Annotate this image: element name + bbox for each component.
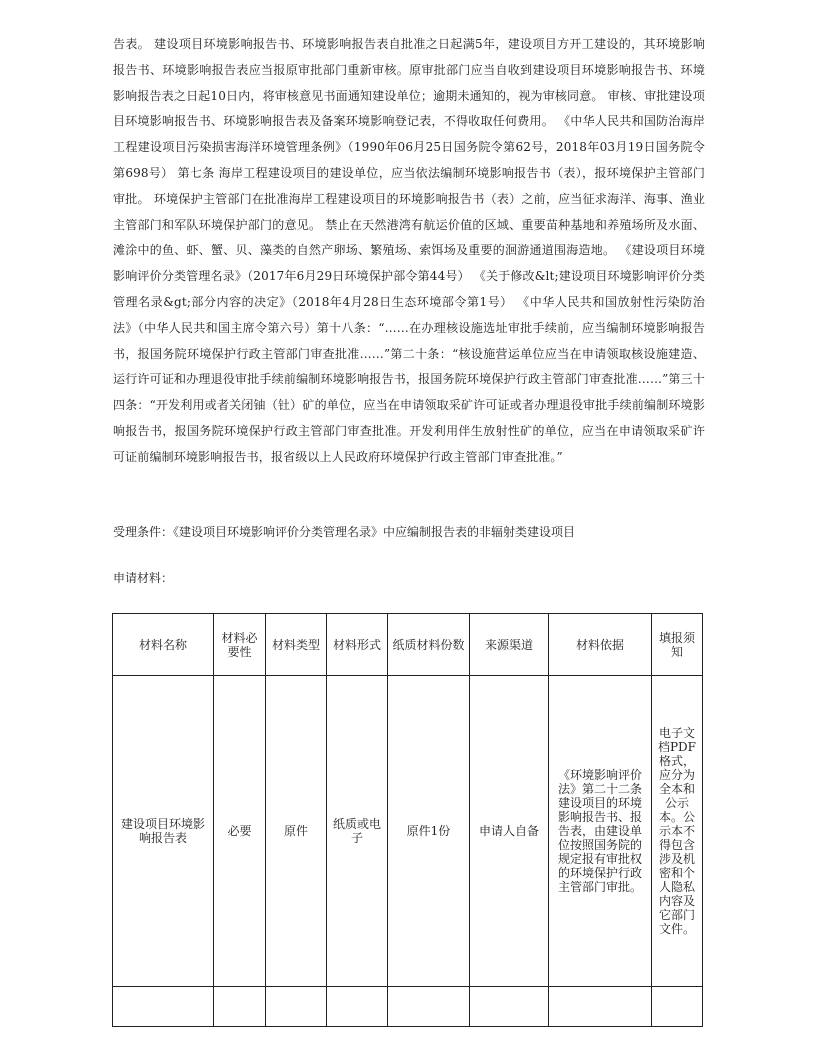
- table-row: [113, 987, 703, 1027]
- table-header-row: [113, 614, 703, 676]
- cell-paper-copies: [388, 987, 470, 1027]
- table-row: [113, 676, 703, 987]
- cell-source-channel: [470, 987, 549, 1027]
- cell-source-channel: 申请人自备: [470, 676, 549, 987]
- cell-necessity: 必要: [214, 676, 266, 987]
- acceptance-conditions: 受理条件：《建设项目环境影响评价分类管理名录》中应编制报告表的非辐射类建设项目: [113, 525, 576, 539]
- cell-material-type: [266, 987, 327, 1027]
- header-necessity: 材料必要性: [214, 614, 266, 676]
- header-source-channel: 来源渠道: [470, 614, 549, 676]
- cell-material-name: 建设项目环境影响报告表: [113, 676, 214, 987]
- cell-material-type: 原件: [266, 676, 327, 987]
- cell-material-name: [113, 987, 214, 1027]
- materials-table: [112, 613, 703, 1027]
- cell-filing-notes: 电子文档PDF格式，应分为全本和公示本。公示本不得包含涉及机密和个人隐私内容及它部门文件。: [652, 676, 703, 987]
- cell-basis: [549, 987, 652, 1027]
- cell-paper-copies: 原件1份: [388, 676, 470, 987]
- cell-material-form: [327, 987, 388, 1027]
- cell-filing-notes: [652, 987, 703, 1027]
- header-filing-notes: 填报须知: [652, 614, 703, 676]
- header-basis: 材料依据: [549, 614, 652, 676]
- cell-necessity: [214, 987, 266, 1027]
- header-material-name: 材料名称: [113, 614, 214, 676]
- cell-basis: 《环境影响评价法》第二十二条建设项目的环境影响报告书、报告表，由建设单位按照国务院的规定报有审批权的环境保护行政主管部门审批。: [549, 676, 652, 987]
- cell-material-form: 纸质或电子: [327, 676, 388, 987]
- legal-basis-paragraph: 告表。 建设项目环境影响报告书、环境影响报告表自批准之日起满5年，建设项目方开工建设的，其环境影响报告书、环境影响报告表应当报原审批部门重新审核。原审批部门应当自收到建设项目环境影响报告书、环境影响报告表之日起10日内，将审核意见书面通知建设单位；逾期未通知的，视为审核同意。 审核、审批建设项目环境影响报告书、环境影响报告表及备案环境影响登记表，不得收取任何费用。 《中华人民共和国防治海岸工程建设项目污染损害海洋环境管理条例》（1990年06月25日国务院令第62号，2018年03月19日国务院令第698号） 第七条 海岸工程建设项目的建设单位，应当依法编制环境影响报告书（表），报环境保护主管部门审批。 环境保护主管部门在批准海岸工程建设项目的环境影响报告书（表）之前，应当征求海洋、海事、渔业主管部门和军队环境保护部门的意见。 禁止在天然港湾有航运价值的区域、重要苗种基地和养殖场所及水面、滩涂中的鱼、虾、蟹、贝、藻类的自然产卵场、繁殖场、索饵场及重要的洄游通道围海造地。 《建设项目环境影响评价分类管理名录》（2017年6月29日环境保护部令第44号） 《关于修改&lt;建设项目环境影响评价分类管理名录&gt;部分内容的决定》（2018年4月28日生态环境部令第1号） 《中华人民共和国放射性污染防治法》（中华人民共和国主席令第六号）第十八条：“……在办理核设施选址审批手续前，应当编制环境影响报告书，报国务院环境保护行政主管部门审查批准……”第二十条：“核设施营运单位应当在申请领取核设施建造、运行许可证和办理退役审批手续前编制环境影响报告书，报国务院环境保护行政主管部门审查批准……”第三十四条：“开发利用或者关闭铀（钍）矿的单位，应当在申请领取采矿许可证或者办理退役审批手续前编制环境影响报告书，报国务院环境保护行政主管部门审查批准。开发利用伴生放射性矿的单位，应当在申请领取采矿许可证前编制环境影响报告书，报省级以上人民政府环境保护行政主管部门审查批准。”: [113, 37, 705, 464]
- header-material-type: 材料类型: [266, 614, 327, 676]
- header-material-form: 材料形式: [327, 614, 388, 676]
- header-paper-copies: 纸质材料份数: [388, 614, 470, 676]
- materials-label: 申请材料：: [113, 571, 174, 585]
